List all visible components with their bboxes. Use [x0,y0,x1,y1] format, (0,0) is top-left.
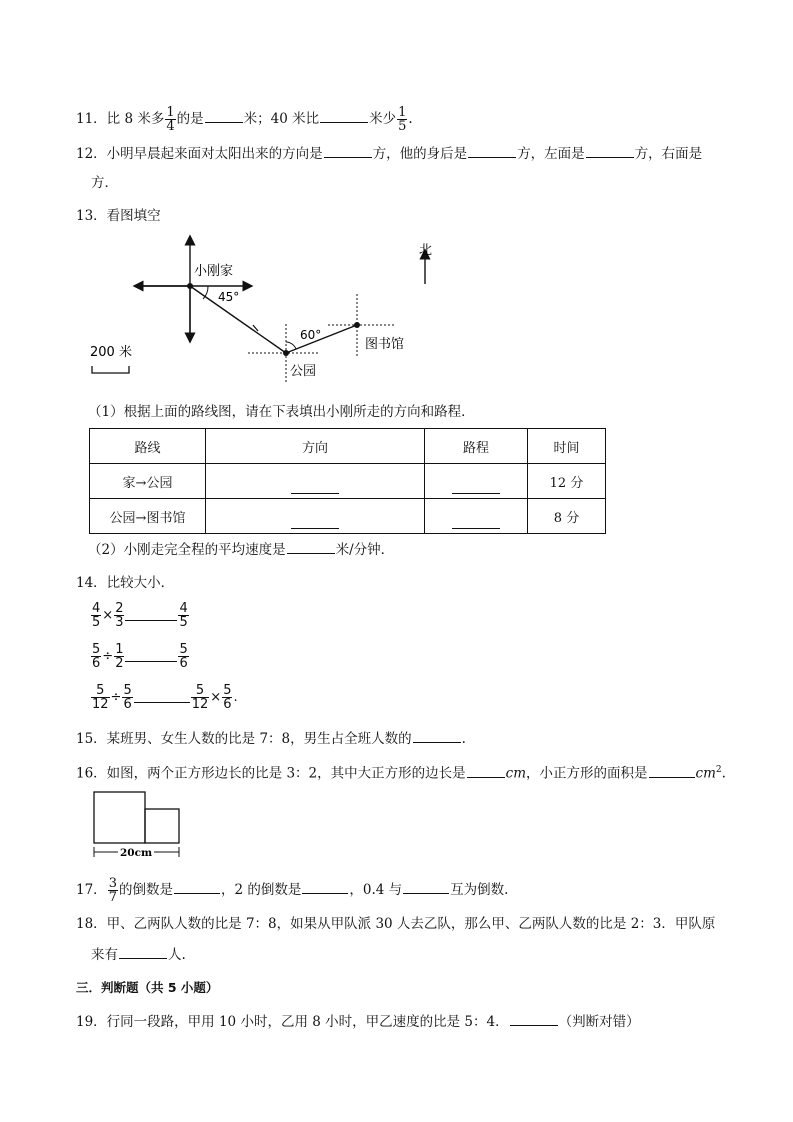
dimension-label: 20cm [120,847,153,859]
answer-blank[interactable] [119,944,167,959]
fraction: $\frac{1}{4}$ [166,105,175,134]
answer-blank[interactable] [287,539,335,554]
table-row [90,464,606,499]
compare-row-2: $\frac{5}{6}$ ÷ $\frac{1}{2}$ $\frac{5}{6}$ [92,642,188,671]
home-label: 小刚家 [194,264,234,279]
time-cell: 8 分 [528,499,606,534]
question-11: 11．比 8 米多 $\frac{1}{4}$ 的是 米；40 米比 米少 $\frac{1}{5}$ . [76,105,413,134]
scale-label: 200 米 [90,345,132,360]
header-direction: 方向 [206,429,425,464]
fraction: $\frac{1}{5}$ [398,105,407,134]
route-cell: 公园→图书馆 [90,499,206,534]
compare-blank[interactable] [125,661,177,662]
section-heading: 三．判断题（共 5 小题） [76,980,219,995]
question-12-cont: 方． [91,175,118,191]
table-row [90,499,606,534]
answer-blank[interactable] [302,879,348,894]
direction-cell[interactable] [206,464,425,499]
route-table [89,428,606,534]
distance-cell[interactable] [425,464,528,499]
question-14-title: 14．比较大小． [76,575,175,591]
large-square [94,792,145,843]
direction-cell[interactable] [206,499,425,534]
route-cell: 家→公园 [90,464,206,499]
small-square [145,809,179,843]
question-12: 12．小明早晨起来面对太阳出来的方向是 方，他的身后是 方，左面是 方，右面是 [76,143,702,164]
answer-blank[interactable] [324,143,372,158]
angle-arc-60 [286,342,296,349]
answer-blank[interactable] [205,108,243,123]
answer-blank[interactable] [510,1011,558,1026]
answer-blank[interactable] [413,728,461,743]
angle-60-label: 60° [300,328,322,342]
north-label: 北 [419,243,433,258]
question-13-title: 13．看图填空 [76,208,161,224]
route-park-library [286,325,357,353]
question-16: 16．如图，两个正方形边长的比是 3：2，其中大正方形的边长是 cm，小正方形的面积是 $cm^2$. [76,760,726,784]
squares-figure [90,788,182,860]
question-18: 18．甲、乙两队人数的比是 7：8，如果从甲队派 30 人去乙队，那么甲、乙两队人数的比是 2：3．甲队原 [76,916,716,932]
question-15: 15．某班男、女生人数的比是 7：8，男生占全班人数的 . [76,728,466,749]
header-time: 时间 [528,429,606,464]
angle-45-label: 45° [218,290,240,304]
answer-blank[interactable] [467,763,505,778]
compare-row-3: $\frac{5}{12}$ ÷ $\frac{5}{6}$ $\frac{5}{12}$ × $\frac{5}{6}$ . [92,683,238,712]
answer-blank[interactable] [403,879,449,894]
route-map [88,232,438,392]
question-17: 17． $\frac{3}{7}$ 的倒数是 ，2 的倒数是 ，0.4 与 互为倒数. [76,876,509,905]
park-label: 公园 [290,364,317,379]
question-19: 19．行同一段路，甲用 10 小时，乙用 8 小时，甲乙速度的比是 5：4． （判断对错） [76,1011,640,1032]
answer-blank[interactable] [649,763,695,778]
question-18-cont: 来有 人. [91,944,186,965]
answer-blank[interactable] [320,108,368,123]
question-13-sub1: （1）根据上面的路线图，请在下表填出小刚所走的方向和路程． [88,404,475,420]
library-point [354,322,360,328]
library-label: 图书馆 [365,337,405,352]
scale-bar [92,366,129,373]
distance-cell[interactable] [425,499,528,534]
answer-blank[interactable] [174,879,220,894]
compare-blank[interactable] [125,620,177,621]
header-distance: 路程 [425,429,528,464]
compare-blank[interactable] [134,702,190,703]
header-route: 路线 [90,429,206,464]
compare-row-1: $\frac{4}{5}$ × $\frac{2}{3}$ $\frac{4}{5}$ [92,601,188,630]
answer-blank[interactable] [468,143,516,158]
table-header-row [90,429,606,464]
question-13-sub2: （2）小刚走完全程的平均速度是 米/分钟． [88,539,394,560]
answer-blank[interactable] [586,143,634,158]
time-cell: 12 分 [528,464,606,499]
